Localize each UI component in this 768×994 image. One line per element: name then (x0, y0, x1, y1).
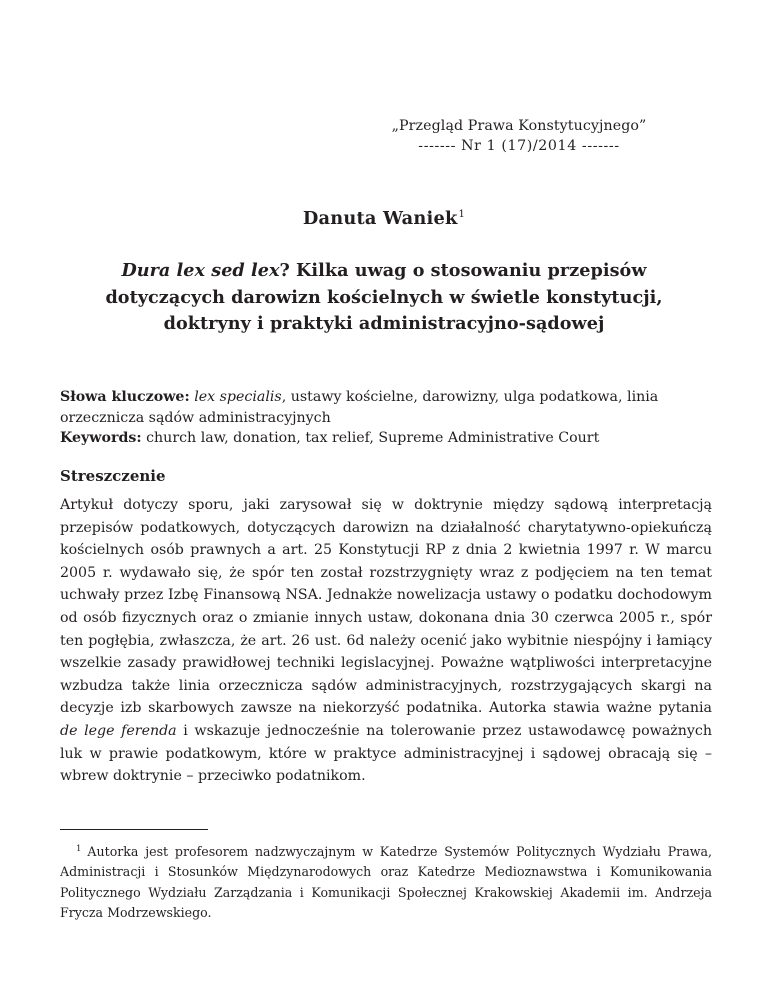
keywords-polish-italic-term: lex specialis (194, 389, 282, 405)
title-rest-line-1: ? Kilka uwag o stosowaniu przepisów (279, 260, 647, 281)
footnote-text: Autorka jest profesorem nadzwyczajnym w Katedrze Systemów Politycznych Wydziału Prawa, Administracji i Stosunków Międzynarodowych oraz Katedrze Medioznawstwa i Komunikowania Politycznego Wydziału Zarządzania i Komunikacji Społecznej Krakowskiej Akademii im. Andrzeja Frycza Modrzewskiego. (60, 844, 712, 920)
article-title (60, 258, 708, 338)
abstract-text-part-1: Artykuł dotyczy sporu, jaki zarysował się w doktrynie między sądową interpretacją przepisów podatkowych, dotyczących darowizn na działalność charytatywno-opiekuńczą kościelnych osób prawnych a art. 25 Konstytucji RP z dnia 2 kwietnia 1997 r. W marcu 2005 r. wydawało się, że spór ten został rozstrzygnięty wraz z podjęciem na ten temat uchwały przez Izbę Finansową NSA. Jednakże nowelizacja ustawy o podatku dochodowym od osób fizycznych oraz o zmianie innych ustaw, dokonana dnia 30 czerwca 2005 r., spór ten pogłębia, zwłaszcza, że art. 26 ust. 6d należy ocenić jako wybitnie niespójny i łamiący wszelkie zasady prawidłowej techniki legislacyjnej. Poważne wątpliwości interpretacyjne wzbudza także linia orzecznicza sądów administracyjnych, rozstrzygających skargi na decyzje izb skarbowych zawsze na niekorzyść podatnika. Autorka stawia ważne pytania (60, 497, 712, 717)
footnote-mark: 1 (76, 844, 82, 854)
title-line-3: doktryny i praktyki administracyjno-sądowej (163, 313, 605, 334)
abstract-body (60, 494, 712, 788)
keywords-polish (60, 387, 712, 428)
author-line (0, 208, 768, 229)
title-line-2: dotyczących darowizn kościelnych w świetle konstytucji, (105, 286, 663, 308)
abstract-italic-phrase: de lege ferenda (60, 722, 177, 739)
footnote (60, 839, 712, 923)
author-footnote-mark[interactable]: 1 (458, 209, 466, 220)
journal-name: „Przegląd Prawa Konstytucyjnego” (391, 118, 647, 134)
footnote-separator (60, 829, 208, 830)
title-line-1 (60, 258, 708, 285)
keywords-polish-label: Słowa kluczowe: (60, 389, 190, 405)
abstract-text-part-2: i wskazuje jednocześnie na tolerowanie przez ustawodawcę poważnych luk w prawie podatkowym, które w praktyce administracyjnej i sądowej obracają się – wbrew doktrynie – przeciwko podatnikom. (60, 722, 712, 785)
journal-issue: ------- Nr 1 (17)/2014 ------- (418, 138, 620, 154)
keywords-polish-rest: , ustawy kościelne, darowizny, ulga podatkowa, linia orzecznicza sądów administracyjnych (60, 389, 659, 426)
abstract-heading: Streszczenie (60, 467, 166, 485)
title-italic-part: Dura lex sed lex (121, 260, 280, 281)
journal-header (300, 116, 738, 156)
author-name: Danuta Waniek (302, 208, 458, 229)
keywords-english-text: church law, donation, tax relief, Supreme Administrative Court (141, 430, 600, 446)
keywords-english-label: Keywords: (60, 430, 142, 446)
keywords-english (60, 428, 712, 449)
